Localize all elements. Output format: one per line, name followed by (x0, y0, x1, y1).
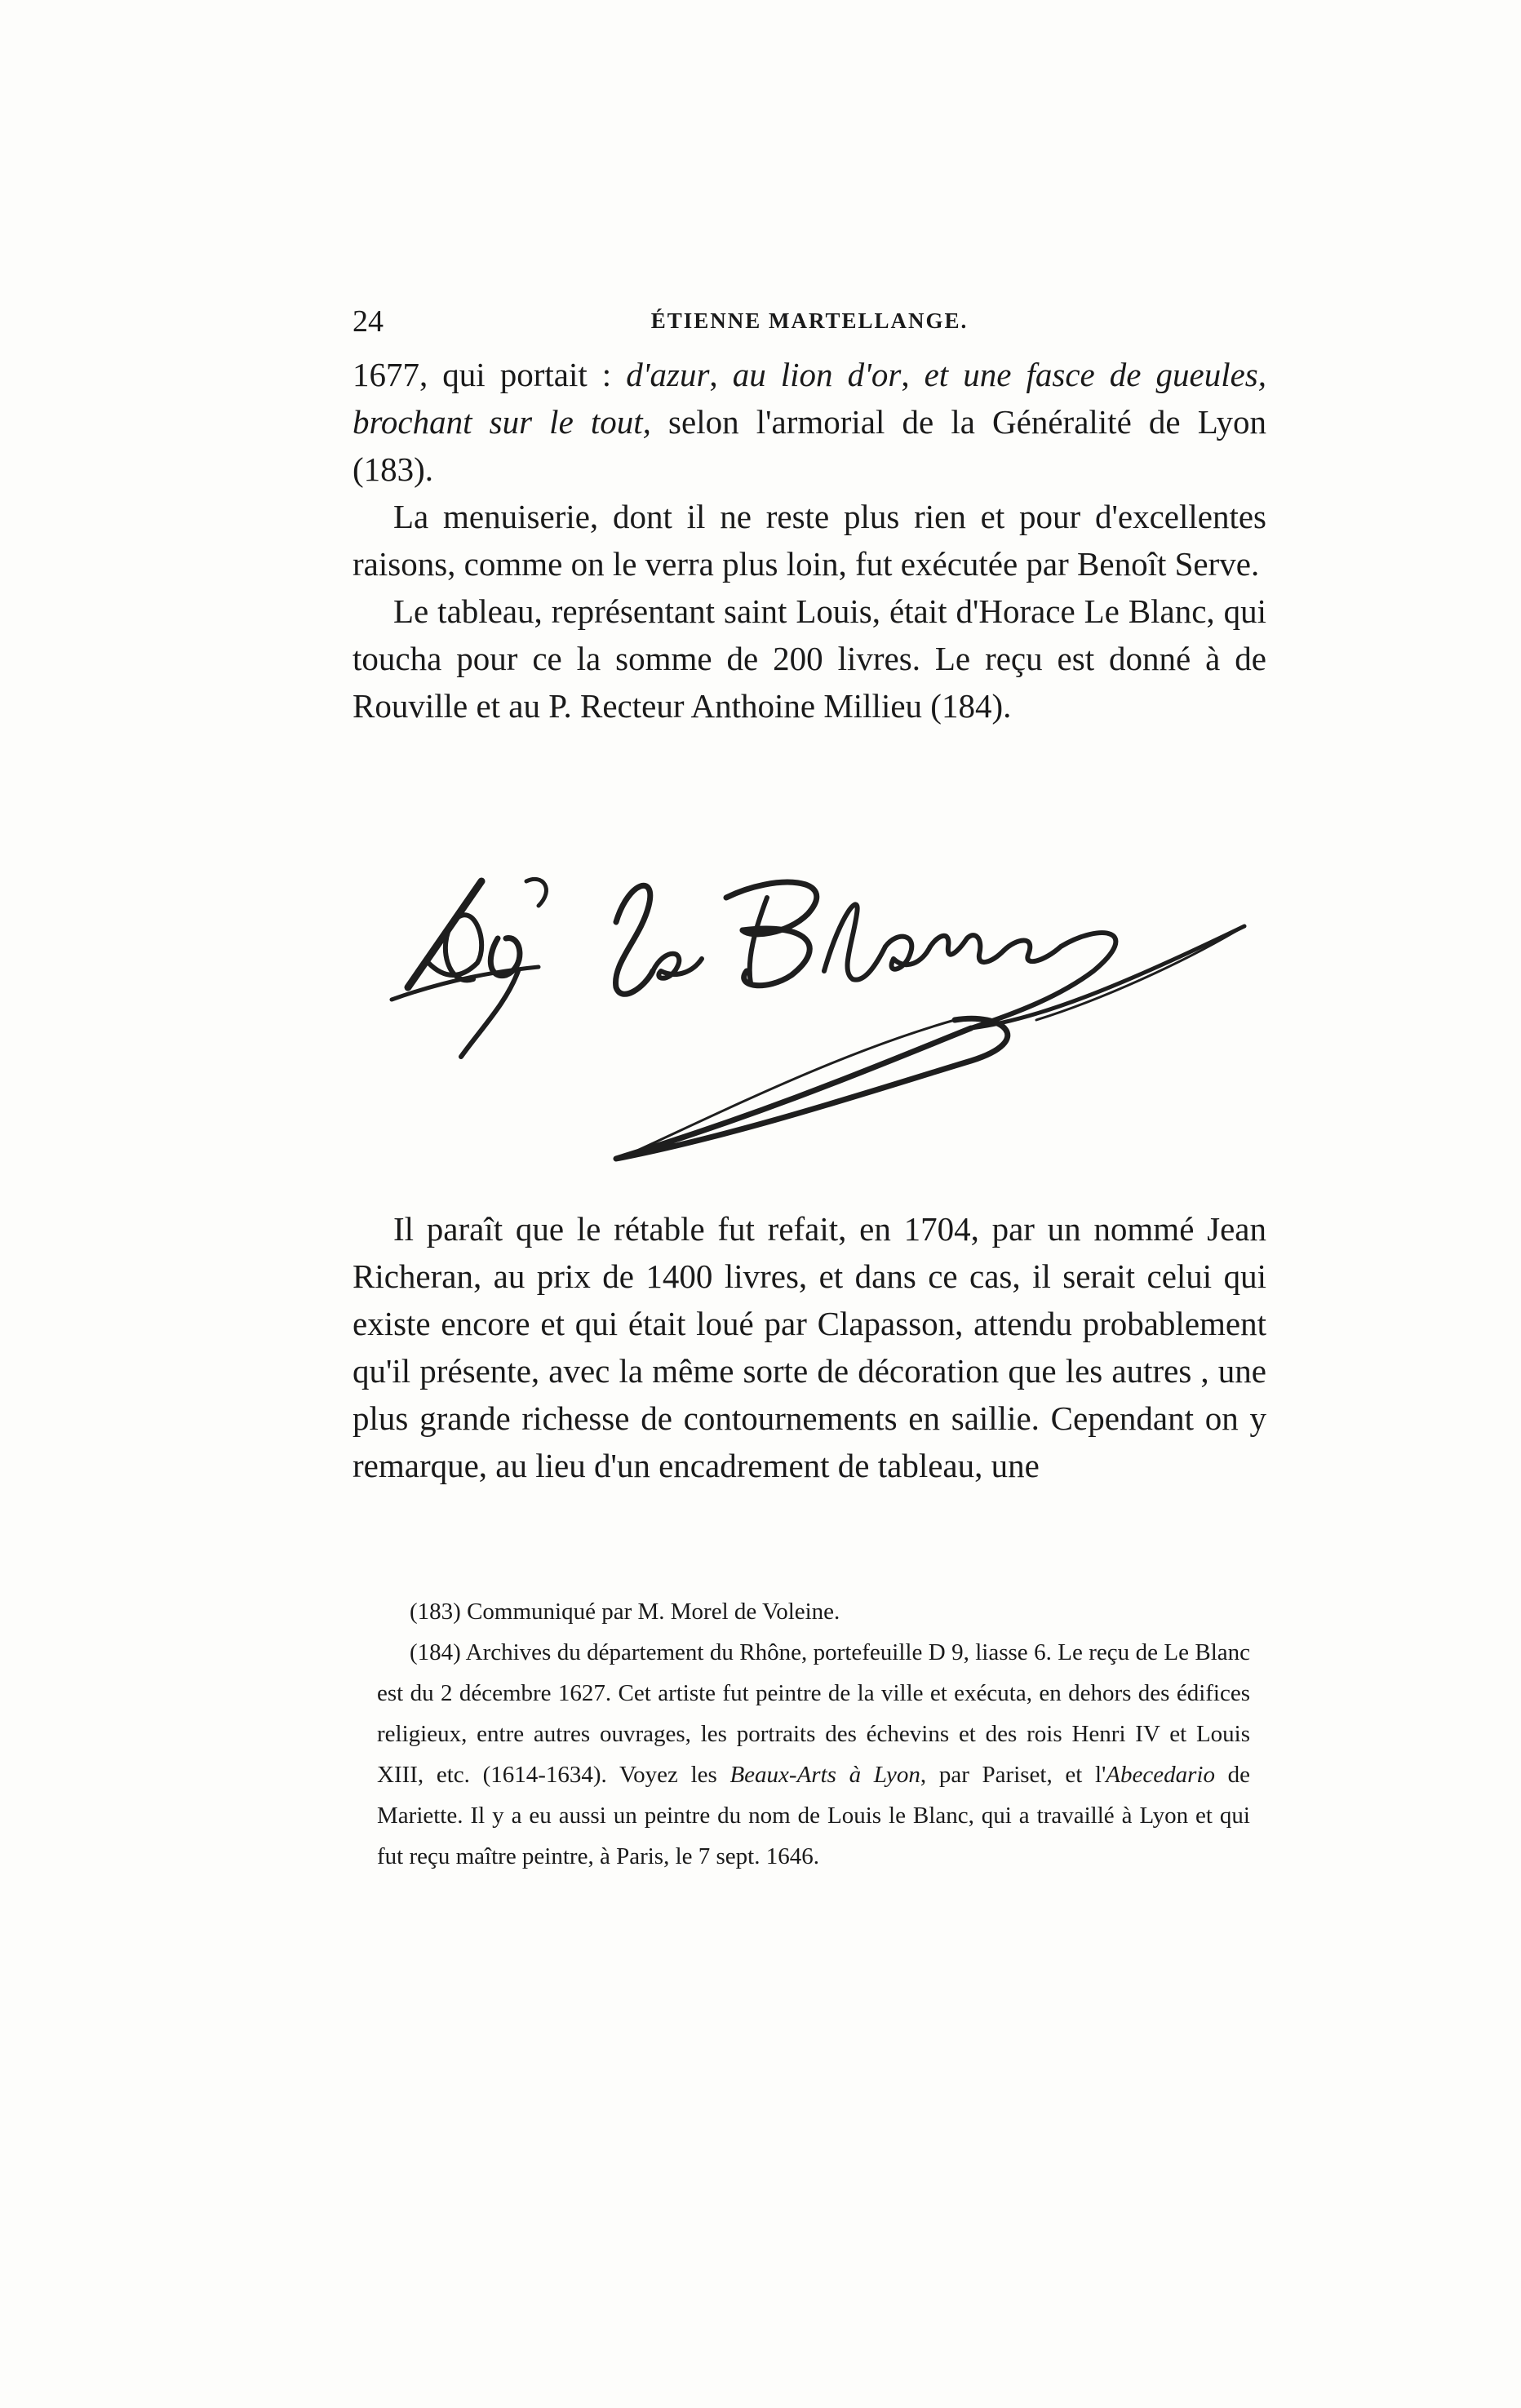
paragraph-menuiserie: La menuiserie, dont il ne reste plus rien et pour d'excellentes raisons, comme on le verra plus loin, fut exécutée par Benoît Serve. (353, 498, 1266, 583)
handwritten-signature (384, 865, 1248, 1167)
page-number: 24 (353, 304, 384, 339)
paragraph-tableau: Le tableau, représentant saint Louis, était d'Horace Le Blanc, qui toucha pour ce la somme de 200 livres. Le reçu est donné à de Rouville et au P. Recteur Anthoine Millieu (184). (353, 592, 1266, 725)
main-text-lower (353, 1205, 1266, 1489)
footnotes (377, 1591, 1250, 1877)
paragraph-continuation: 1677, qui portait : d'azur, au lion d'or, et une fasce de gueules, brochant sur le tout, selon l'armorial de la Généralité de Lyon (183). (353, 356, 1266, 488)
footnote-183: (183) Communiqué par M. Morel de Voleine. (410, 1599, 840, 1625)
main-text-upper (353, 351, 1266, 729)
running-title: ÉTIENNE MARTELLANGE. (650, 308, 969, 333)
footnote-184: (184) Archives du département du Rhône, portefeuille D 9, liasse 6. Le reçu de Le Blanc est du 2 décembre 1627. Cet artiste fut peintre de la ville et exécuta, en dehors des édifices religieux, entre autres ouvrages, les portraits des échevins et des rois Henri IV et Louis XIII, etc. (1614-1634). Voyez les Beaux-Arts à Lyon, par Pariset, et l'Abecedario de Mariette. Il y a eu aussi un peintre du nom de Louis le Blanc, qui a travaillé à Lyon et qui fut reçu maître peintre, à Paris, le 7 sept. 1646. (377, 1639, 1251, 1869)
paragraph-retable: Il paraît que le rétable fut refait, en 1704, par un nommé Jean Richeran, au prix de 1400 livres, et dans ce cas, il serait celui qui existe encore et qui était loué par Clapasson, attendu probablement qu'il présente, avec la même sorte de décoration que les autres , une plus grande richesse de contournements en saillie. Cependant on y remarque, au lieu d'un encadrement de tableau, une (353, 1210, 1266, 1484)
page-header (353, 304, 1266, 343)
